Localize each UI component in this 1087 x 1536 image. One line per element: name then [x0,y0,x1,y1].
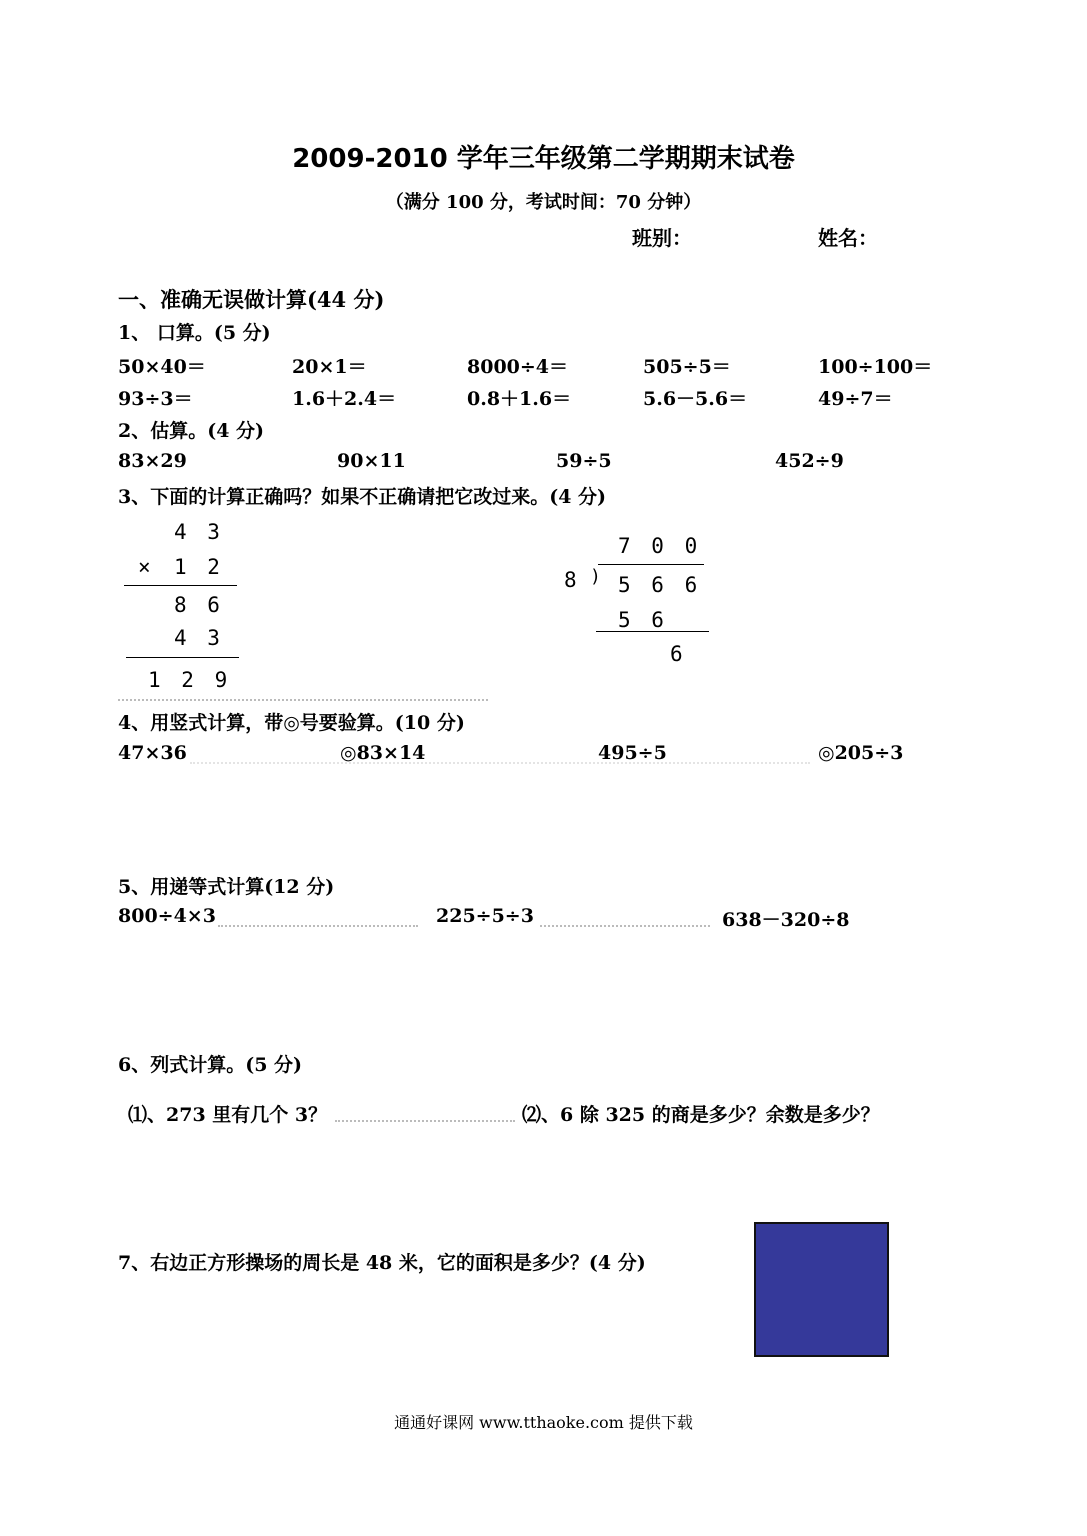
q7-heading: 7、右边正方形操场的周长是 48 米，它的面积是多少？(4 分) [118,1252,646,1274]
q2-item: 59÷5 [556,450,612,472]
q2-item: 90×11 [337,450,406,472]
div-divisor: 8 [564,568,581,592]
q2-heading: 2、估算。(4 分) [118,420,265,442]
q5-item: 800÷4×3 [118,905,216,927]
mult-operator: × [138,555,155,579]
q4-item: ◎83×14 [340,742,426,764]
dotted-guide [190,762,810,764]
q6-heading: 6、列式计算。(5 分) [118,1054,303,1076]
q1-item: 1.6＋2.4＝ [292,388,397,410]
q4-item: ◎205÷3 [818,742,904,764]
dotted-guide [218,925,418,927]
q2-item: 83×29 [118,450,187,472]
q1-item: 100÷100＝ [818,356,933,378]
q5-item: 225÷5÷3 [436,905,534,927]
q1-item: 8000÷4＝ [467,356,569,378]
mult-result: 1 2 9 [148,668,232,692]
q1-item: 5.6－5.6＝ [643,388,748,410]
dotted-guide [335,1120,515,1122]
q4-item: 495÷5 [598,742,667,764]
footer-text: 通通好课网 www.tthaoke.com 提供下载 [394,1413,693,1432]
q3-heading: 3、下面的计算正确吗？如果不正确请把它改过来。(4 分) [118,486,607,508]
q1-item: 20×1＝ [292,356,367,378]
page-title: 2009-2010 学年三年级第二学期期末试卷 [292,144,795,174]
div-bottom-line [596,631,709,632]
div-dividend: 5 6 6 [618,573,702,597]
dotted-separator [118,699,488,701]
page-subtitle: （满分 100 分，考试时间：70 分钟） [385,192,702,213]
q1-item: 505÷5＝ [643,356,731,378]
name-label: 姓名： [818,226,878,250]
q5-heading: 5、用递等式计算(12 分) [118,876,335,898]
playground-square [754,1222,889,1357]
div-top-line [598,564,704,565]
mult-line-1 [124,585,237,586]
q1-heading: 1、 口算。(5 分) [118,322,271,344]
dotted-guide [540,925,710,927]
q1-item: 50×40＝ [118,356,206,378]
q1-item: 0.8＋1.6＝ [467,388,572,410]
mult-multiplicand: 4 3 [174,520,224,544]
mult-partial-1: 8 6 [174,593,224,617]
class-label: 班别： [632,226,692,250]
q2-item: 452÷9 [775,450,844,472]
div-bracket: ) [590,566,605,587]
q4-heading: 4、用竖式计算，带◎号要验算。(10 分) [118,712,465,734]
section-1-heading: 一、准确无误做计算(44 分) [118,287,385,312]
mult-line-2 [126,657,239,658]
q6-item: ⑵、6 除 325 的商是多少？余数是多少？ [522,1104,880,1126]
q1-item: 49÷7＝ [818,388,893,410]
div-quotient: 7 0 0 [618,534,702,558]
q6-item: ⑴、273 里有几个 3？ [128,1104,328,1126]
mult-multiplier: 1 2 [174,555,224,579]
q5-item: 638－320÷8 [722,909,850,931]
div-remainder: 6 [670,642,687,666]
q1-item: 93÷3＝ [118,388,193,410]
mult-partial-2: 4 3 [174,626,224,650]
q4-item: 47×36 [118,742,187,764]
div-product: 5 6 [618,608,668,632]
